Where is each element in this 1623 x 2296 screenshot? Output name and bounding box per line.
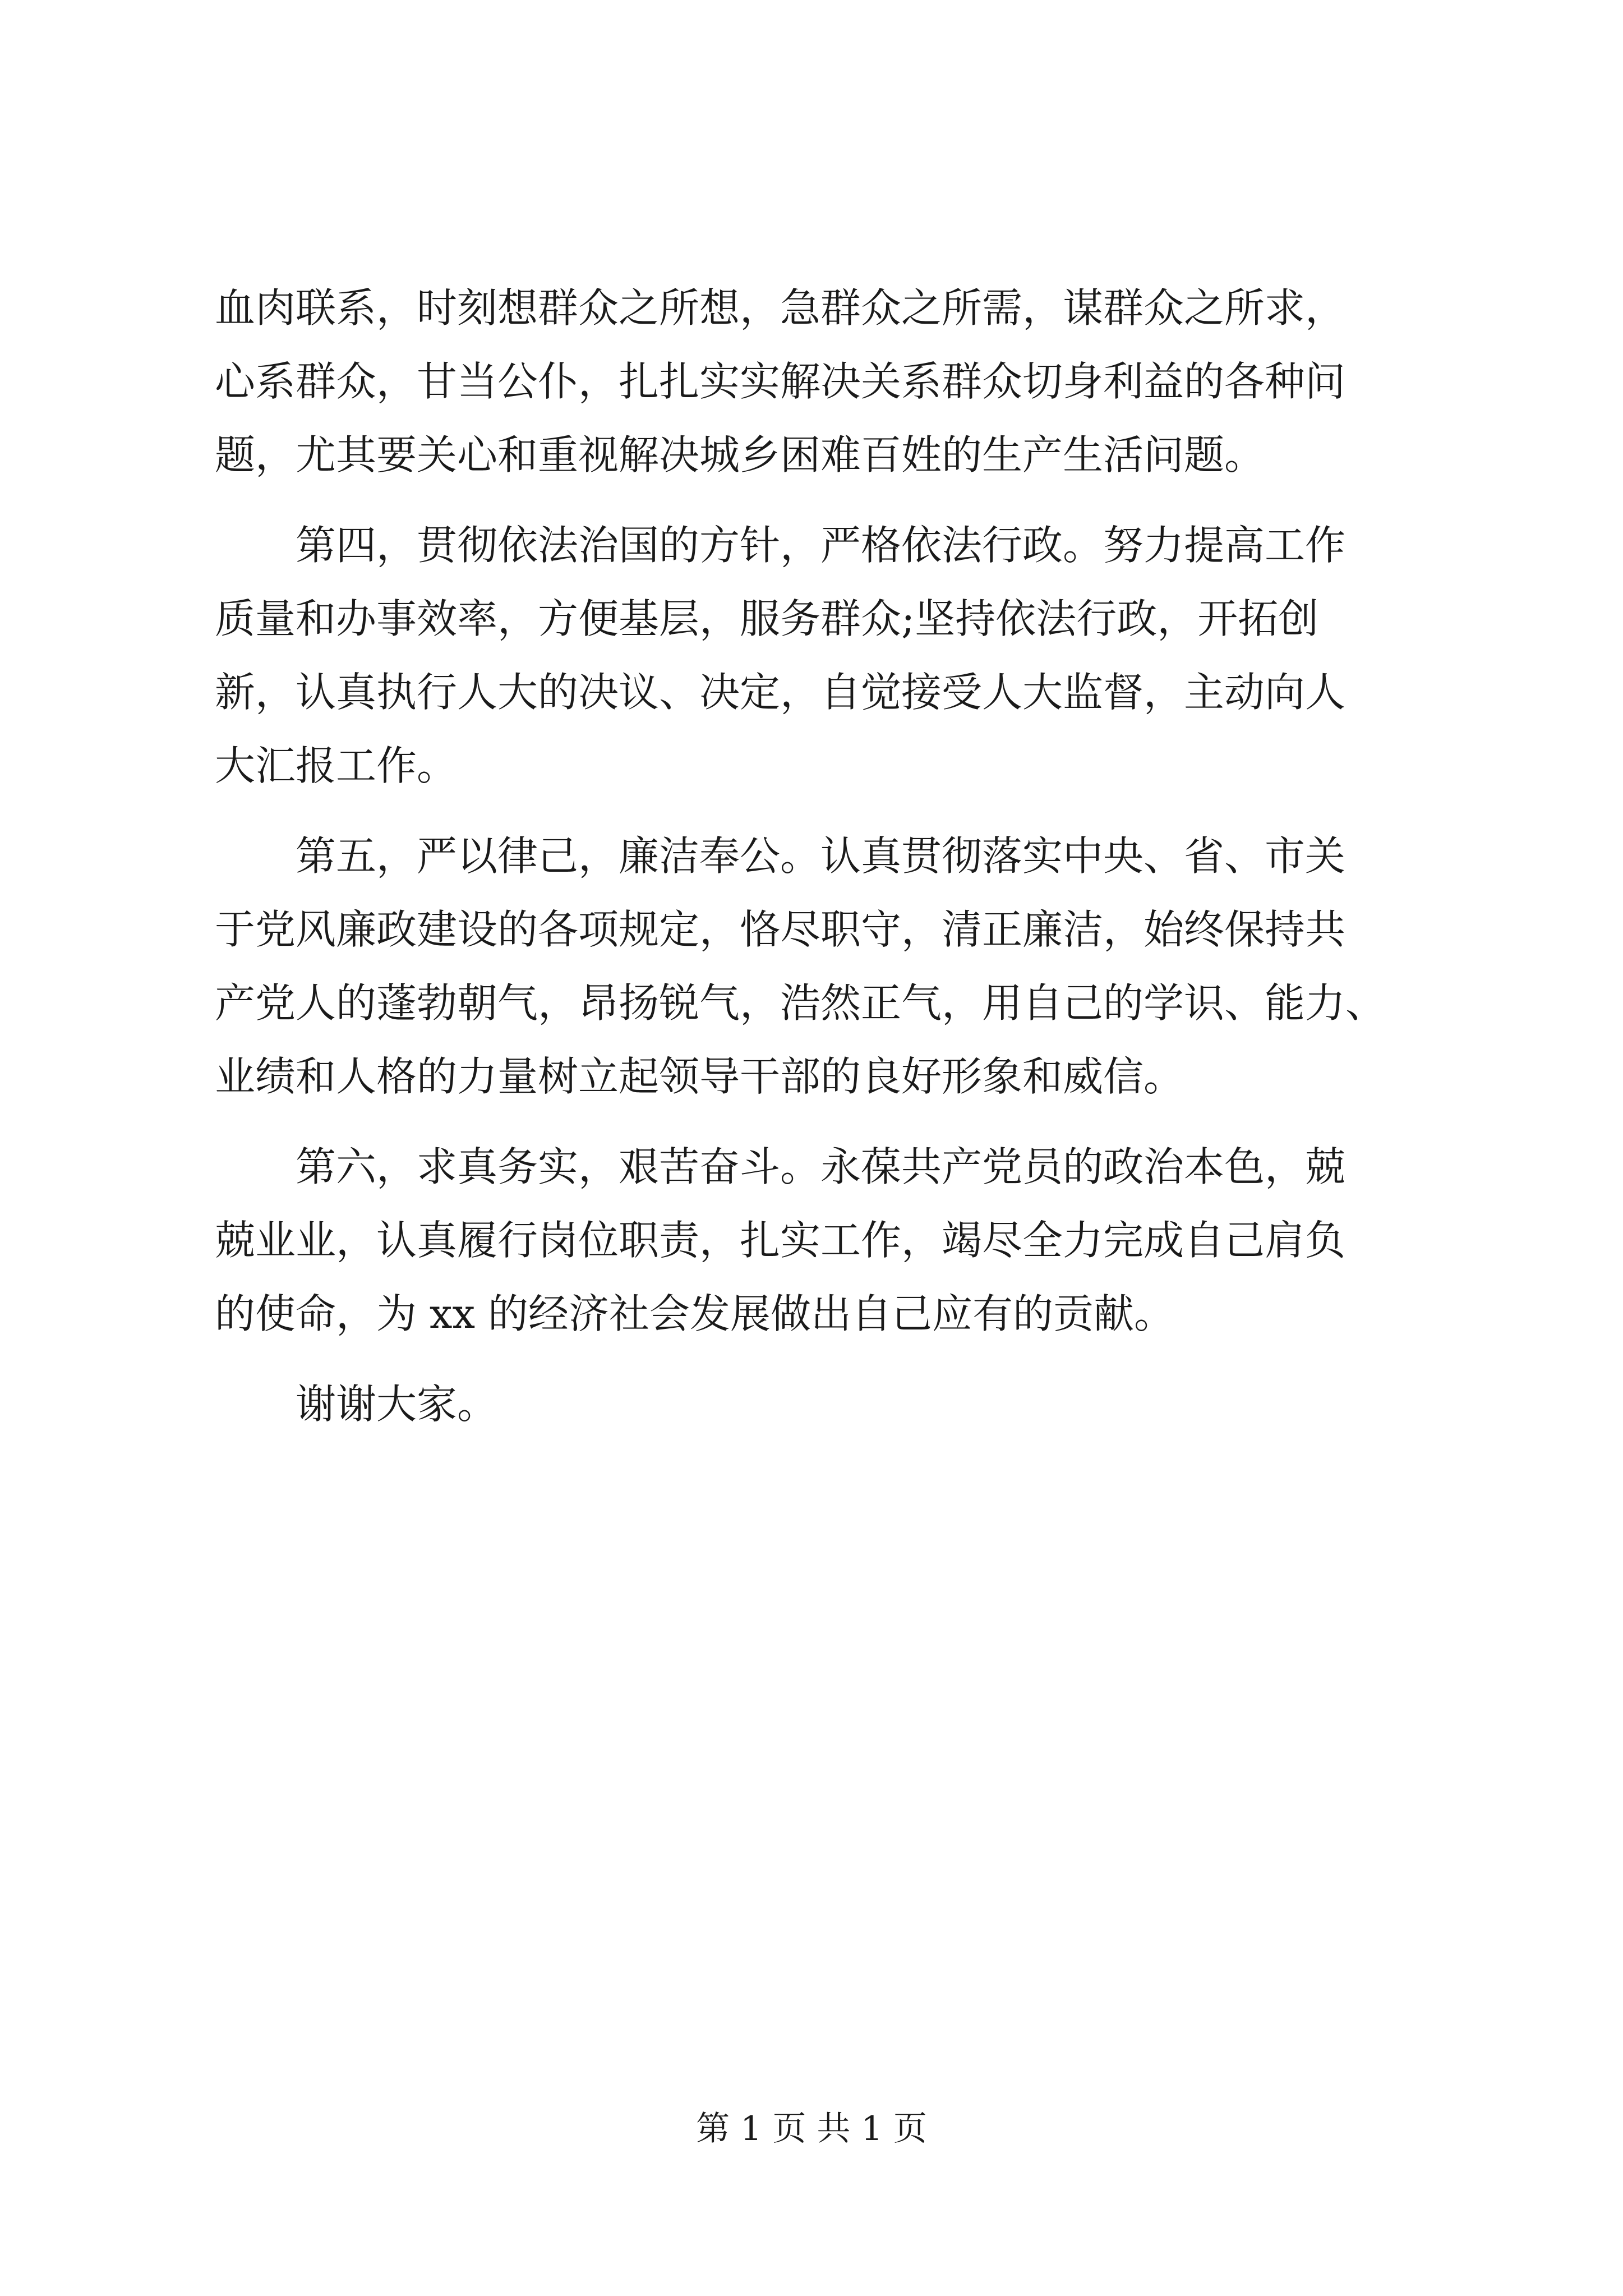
text-line: 血肉联系，时刻想群众之所想，急群众之所需，谋群众之所求， bbox=[215, 284, 1346, 332]
text-line: 题，尤其要关心和重视解决城乡困难百姓的生产生活问题。 bbox=[215, 431, 1265, 478]
text-line: 产党人的蓬勃朝气，昂扬锐气，浩然正气，用自己的学识、能力、 bbox=[215, 979, 1386, 1027]
text-line: 新，认真执行人大的决议、决定，自觉接受人大监督，主动向人 bbox=[215, 669, 1346, 716]
text-line: 心系群众，甘当公仆，扎扎实实解决关系群众切身利益的各种问 bbox=[215, 358, 1346, 405]
text-line: 的使命，为 xx 的经济社会发展做出自己应有的贡献。 bbox=[215, 1290, 1174, 1337]
text-line: 第四，贯彻依法治国的方针，严格依法行政。努力提高工作 bbox=[215, 522, 1346, 569]
paragraph-fifth bbox=[215, 820, 1426, 1114]
paragraph-fourth bbox=[215, 509, 1426, 803]
paragraph-continuation bbox=[215, 272, 1426, 492]
text-line: 第六，求真务实，艰苦奋斗。永葆共产党员的政治本色，兢 bbox=[215, 1143, 1346, 1190]
text-line: 兢业业，认真履行岗位职责，扎实工作，竭尽全力完成自己肩负 bbox=[215, 1217, 1346, 1264]
text-line: 第五，严以律己，廉洁奉公。认真贯彻落实中央、省、市关 bbox=[215, 832, 1346, 880]
paragraph-closing bbox=[215, 1368, 1426, 1441]
paragraph-spacing bbox=[215, 492, 1426, 509]
paragraph-spacing bbox=[215, 1114, 1426, 1130]
paragraph-spacing bbox=[215, 803, 1426, 820]
text-line: 谢谢大家。 bbox=[215, 1381, 498, 1428]
text-line: 于党风廉政建设的各项规定，恪尽职守，清正廉洁，始终保持共 bbox=[215, 906, 1346, 953]
paragraph-sixth bbox=[215, 1130, 1426, 1351]
document-body bbox=[215, 272, 1426, 1441]
text-line: 业绩和人格的力量树立起领导干部的良好形象和威信。 bbox=[215, 1053, 1184, 1100]
page-number-footer: 第 1 页 共 1 页 bbox=[696, 2109, 927, 2148]
text-line: 质量和办事效率，方便基层，服务群众;坚持依法行政，开拓创 bbox=[215, 595, 1319, 642]
text-line: 大汇报工作。 bbox=[215, 742, 458, 789]
paragraph-spacing bbox=[215, 1351, 1426, 1368]
